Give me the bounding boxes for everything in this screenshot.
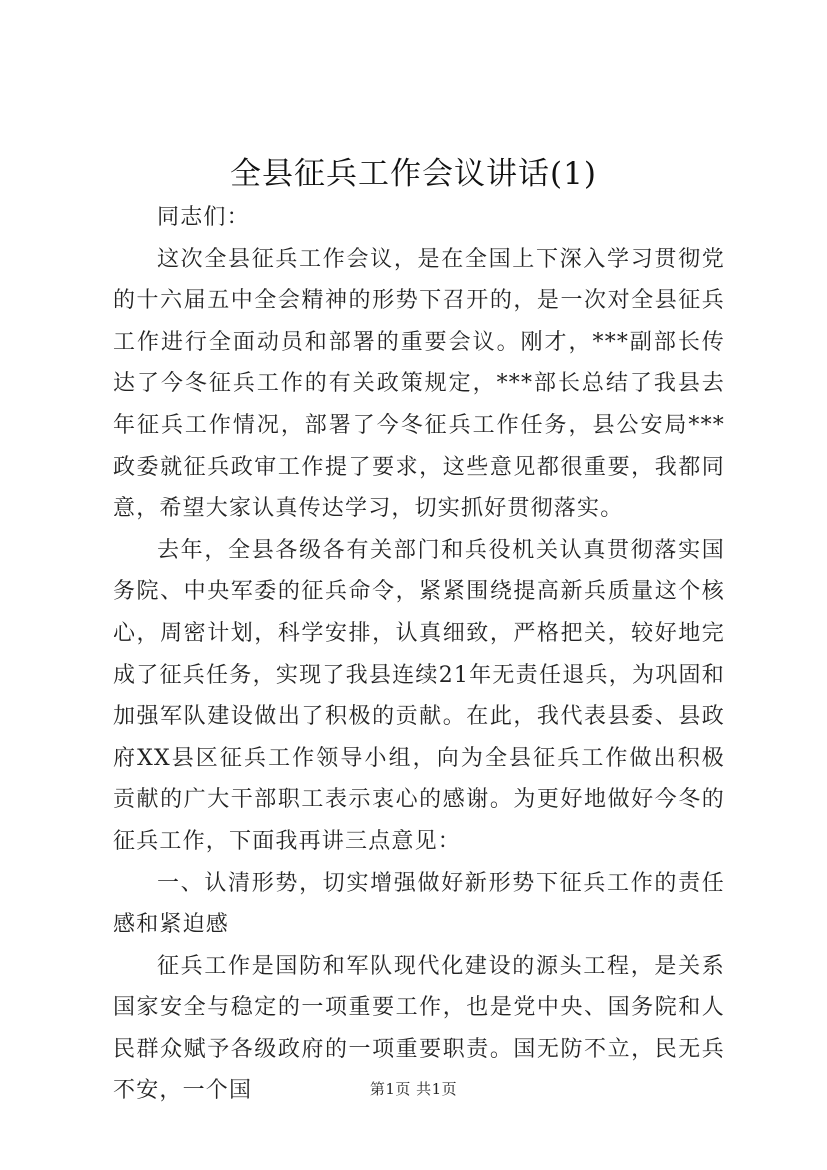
body-paragraph: 这次全县征兵工作会议，是在全国上下深入学习贯彻党的十六届五中全会精神的形势下召开的，是一次对全县征兵工作进行全面动员和部署的重要会议。刚才，***副部长传达了今冬征兵工作的有关政策规定，***部长总结了我县去年征兵工作情况，部署了今冬征兵工作任务，县公安局***政委就征兵政审工作提了要求，这些意见都很重要，我都同意，希望大家认真传达学习，切实抓好贯彻落实。 (113, 246, 725, 522)
document-body (113, 197, 725, 1112)
page-footer: 第1页 共1页 (369, 1080, 458, 1098)
document-title: 全县征兵工作会议讲话(1) (230, 156, 597, 192)
salutation-paragraph: 同志们： (157, 205, 250, 230)
body-paragraph: 征兵工作是国防和军队现代化建设的源头工程，是关系国家安全与稳定的一项重要工作，也是党中央、国务院和人民群众赋予各级政府的一项重要职责。国无防不立，民无兵不安，一个国 (113, 953, 725, 1104)
section-heading: 一、认清形势，切实增强做好新形势下征兵工作的责任感和紧迫感 (113, 870, 725, 938)
body-paragraph: 去年，全县各级各有关部门和兵役机关认真贯彻落实国务院、中央军委的征兵命令，紧紧围绕提高新兵质量这个核心，周密计划，科学安排，认真细致，严格把关，较好地完成了征兵任务，实现了我县连续21年无责任退兵，为巩固和加强军队建设做出了积极的贡献。在此，我代表县委、县政府XX县区征兵工作领导小组，向为全县征兵工作做出积极贡献的广大干部职工表示衷心的感谢。为更好地做好今冬的征兵工作，下面我再讲三点意见： (113, 537, 725, 854)
